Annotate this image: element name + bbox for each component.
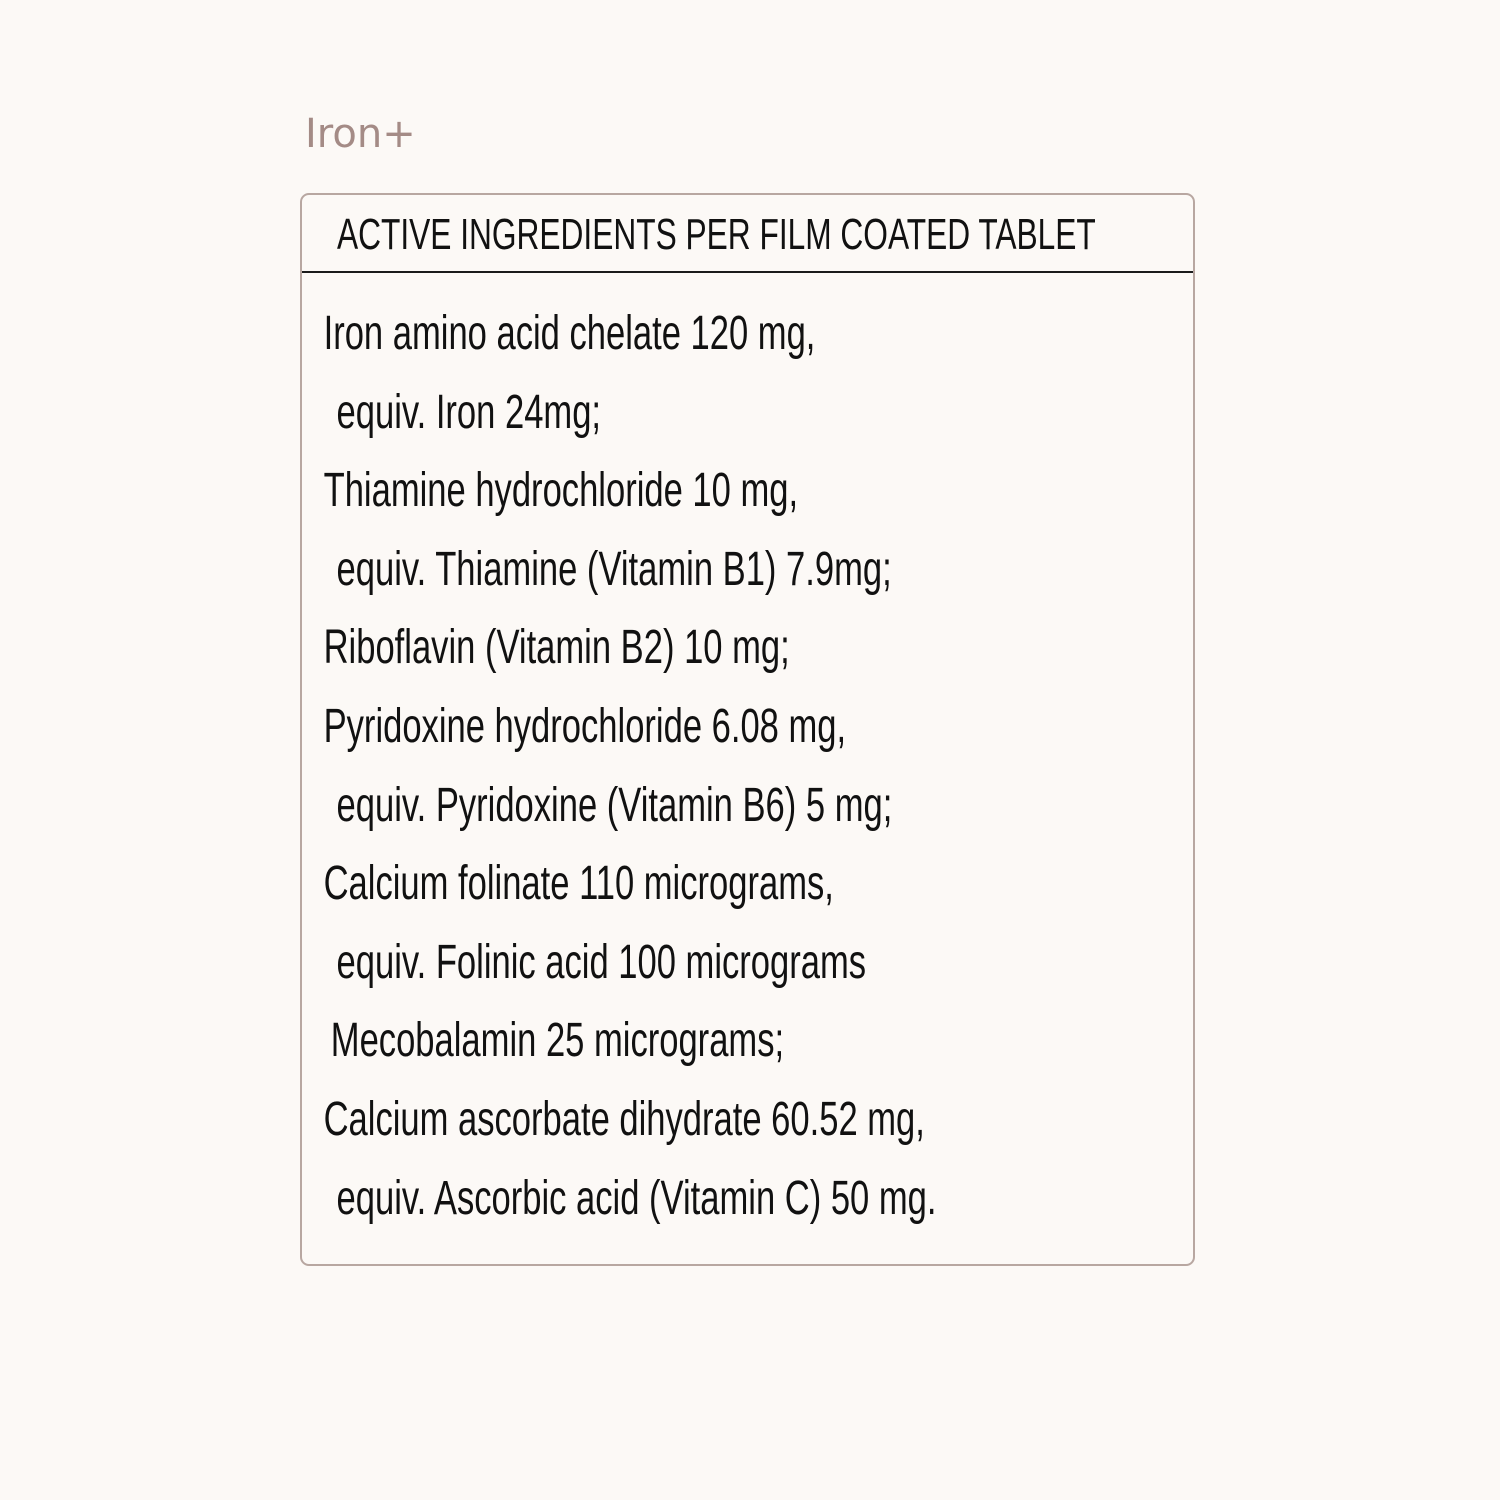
ingredient-line: Riboflavin (Vitamin B2) 10 mg; xyxy=(323,621,790,675)
ingredients-panel xyxy=(300,193,1195,1266)
ingredient-line: equiv. Ascorbic acid (Vitamin C) 50 mg. xyxy=(336,1171,937,1225)
product-name: Iron+ xyxy=(305,111,416,157)
ingredient-line: Pyridoxine hydrochloride 6.08 mg, xyxy=(323,699,847,753)
ingredient-line: Iron amino acid chelate 120 mg, xyxy=(323,307,816,360)
ingredient-list xyxy=(302,308,1193,1251)
ingredient-line: equiv. Thiamine (Vitamin B1) 7.9mg; xyxy=(336,542,892,596)
ingredient-line: Calcium folinate 110 micrograms, xyxy=(323,857,834,911)
panel-header xyxy=(302,195,1193,273)
ingredient-line: Mecobalamin 25 micrograms; xyxy=(330,1014,785,1068)
ingredient-line: equiv. Iron 24mg; xyxy=(336,385,602,439)
ingredient-line: equiv. Folinic acid 100 micrograms xyxy=(336,935,867,989)
ingredient-line: equiv. Pyridoxine (Vitamin B6) 5 mg; xyxy=(336,778,893,832)
panel-title: ACTIVE INGREDIENTS PER FILM COATED TABLET xyxy=(337,210,1096,259)
ingredient-line: Thiamine hydrochloride 10 mg, xyxy=(323,464,799,518)
ingredient-line: Calcium ascorbate dihydrate 60.52 mg, xyxy=(323,1092,925,1146)
